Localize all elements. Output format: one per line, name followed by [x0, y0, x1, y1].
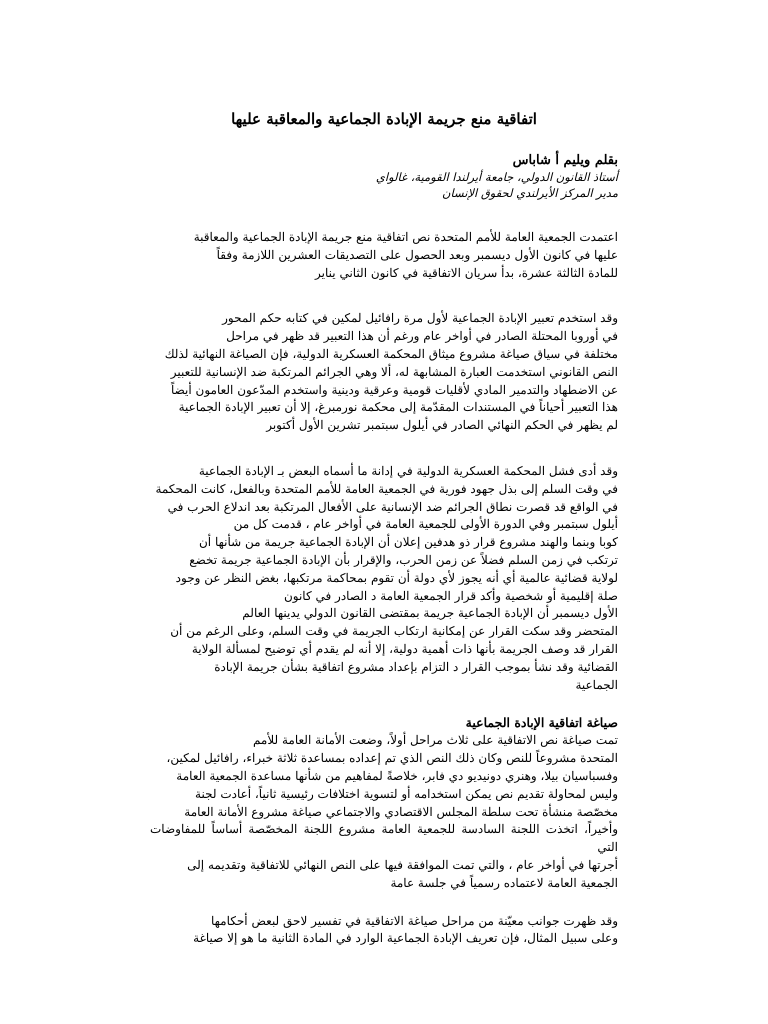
section-heading: صياغة اتفاقية الإبادة الجماعية	[465, 715, 618, 731]
paragraph-intro: اعتمدت الجمعية العامة للأمم المتحدة نص اتفاقية منع جريمة الإبادة الجماعية والمعاقبة عليها في كانون الأول ديسمبر وبعد الحصول على التصديقات العشرين اللازمة وفقاً للمادة الثالثة عشرة، بدأ سريان الاتفاقية في كانون الثاني يناير	[193, 230, 618, 280]
paragraph-term-origin: وقد استخدم تعبير الإبادة الجماعية لأول مرة رافائيل لمكين في كتابه حكم المحور في أوروبا المحتلة الصادر في أواخر عام ورغم أن هذا التعبير قد ظهر في مراحل مختلفة في سياق صياغة مشروع ميثاق المحكمة العسكرية الدولية، فإن الصياغة النهائية لذلك النص القانوني استخدمت العبارة المشابهة له، ألا وهي الجرائم المرتكبة ضد الإنسانية للتعبير عن الاضطهاد والتدمير المادي لأقليات قومية وعرقية ودينية واستخدم المدّعون العامون أيضاً هذا التعبير أحياناً في المستندات المقدّمة إلى محكمة نورمبرغ، إلا أن تعبير الإبادة الجماعية لم يظهر في الحكم النهائي الصادر في أيلول سبتمبر تشرين الأول أكتوبر	[164, 311, 618, 433]
spacer	[150, 201, 618, 229]
spacer	[150, 435, 618, 463]
author-affiliation-2: مدير المركز الأيرلندي لحقوق الإنسان	[442, 186, 618, 200]
spacer	[150, 893, 618, 913]
spacer	[150, 282, 618, 310]
document-page	[150, 110, 618, 948]
paragraph-general-assembly: وقد أدى فشل المحكمة العسكرية الدولية في إدانة ما أسماه البعض بـ الإبادة الجماعية في وقت السلم إلى بذل جهود فورية في الجمعية العامة للأمم المتحدة وبالفعل، كانت المحكمة في الواقع قد قصرت نطاق الجرائم ضد الإنسانية على الأفعال المرتكبة بعد اندلاع الحرب في أيلول سبتمبر وفي الدورة الأولى للجمعية العامة في أواخر عام ، قدمت كل من كوبا وبنما والهند مشروع قرار ذو هدفين إعلان أن الإبادة الجماعية جريمة من شأنها أن ترتكب في زمن السلم فضلاً عن زمن الحرب، والإقرار بأن الإبادة الجماعية جريمة تخضع لولاية قضائية عالمية أي أنه يجوز لأي دولة أن تقوم بمحاكمة مرتكبها، بغض النظر عن وجود صلة إقليمية أو شخصية وأكد قرار الجمعية العامة د الصادر في كانون الأول ديسمبر أن الإبادة الجماعية جريمة بمقتضى القانون الدولي يدينها العالم المتحضر وقد سكت القرار عن إمكانية ارتكاب الجريمة في وقت السلم، وعلى الرغم من أن القرار قد وصف الجريمة بأنها ذات أهمية دولية، إلا أنه لم يقدم أي توضيح لمسألة الولاية القضائية وقد نشأ بموجب القرار د التزام بإعداد مشروع اتفاقية بشأن جريمة الإبادة الجماعية	[155, 463, 618, 692]
document-title: اتفاقية منع جريمة الإبادة الجماعية والمعاقبة عليها	[231, 110, 537, 128]
paragraph-interpretation: وقد ظهرت جوانب معيّنة من مراحل صياغة الاتفاقية في تفسير لاحق لبعض أحكامها وعلى سبيل المثال، فإن تعريف الإبادة الجماعية الوارد في المادة الثانية ما هو إلا صياغة	[193, 913, 618, 946]
author-line: بقلم ويليم أ شاباس	[512, 153, 618, 168]
spacer	[150, 694, 618, 714]
paragraph-drafting-stages: تمت صياغة نص الاتفاقية على ثلاث مراحل أولاً، وضعت الأمانة العامة للأمم المتحدة مشروعاً للنص وكان ذلك النص الذي تم إعداده بمساعدة ثلاثة خبراء، رافائيل لمكين، وفسباسيان بيلا، وهنري دونيديو دي فابر، خلاصةً لمفاهيم من شأنها مساعدة الجمعية العامة وليس لمحاولة تقديم نص يمكن استخدامه أو لتسوية اختلافات رئيسية ثانياً، أعادت لجنة مخصّصة منشأة تحت سلطة المجلس الاقتصادي والاجتماعي صياغة مشروع الأمانة العامة وأخيراً، اتخذت اللجنة السادسة للجمعية العامة مشروع اللجنة المخصّصة أساساً للمفاوضات التي أجرتها في أواخر عام ، والتي تمت الموافقة فيها على النص النهائي للاتفاقية وتقديمه إلى الجمعية العامة لاعتماده رسمياً في جلسة عامة	[150, 733, 618, 890]
author-affiliation: أستاذ القانون الدولي، جامعة أيرلندا القومية، غالواي	[375, 170, 618, 184]
